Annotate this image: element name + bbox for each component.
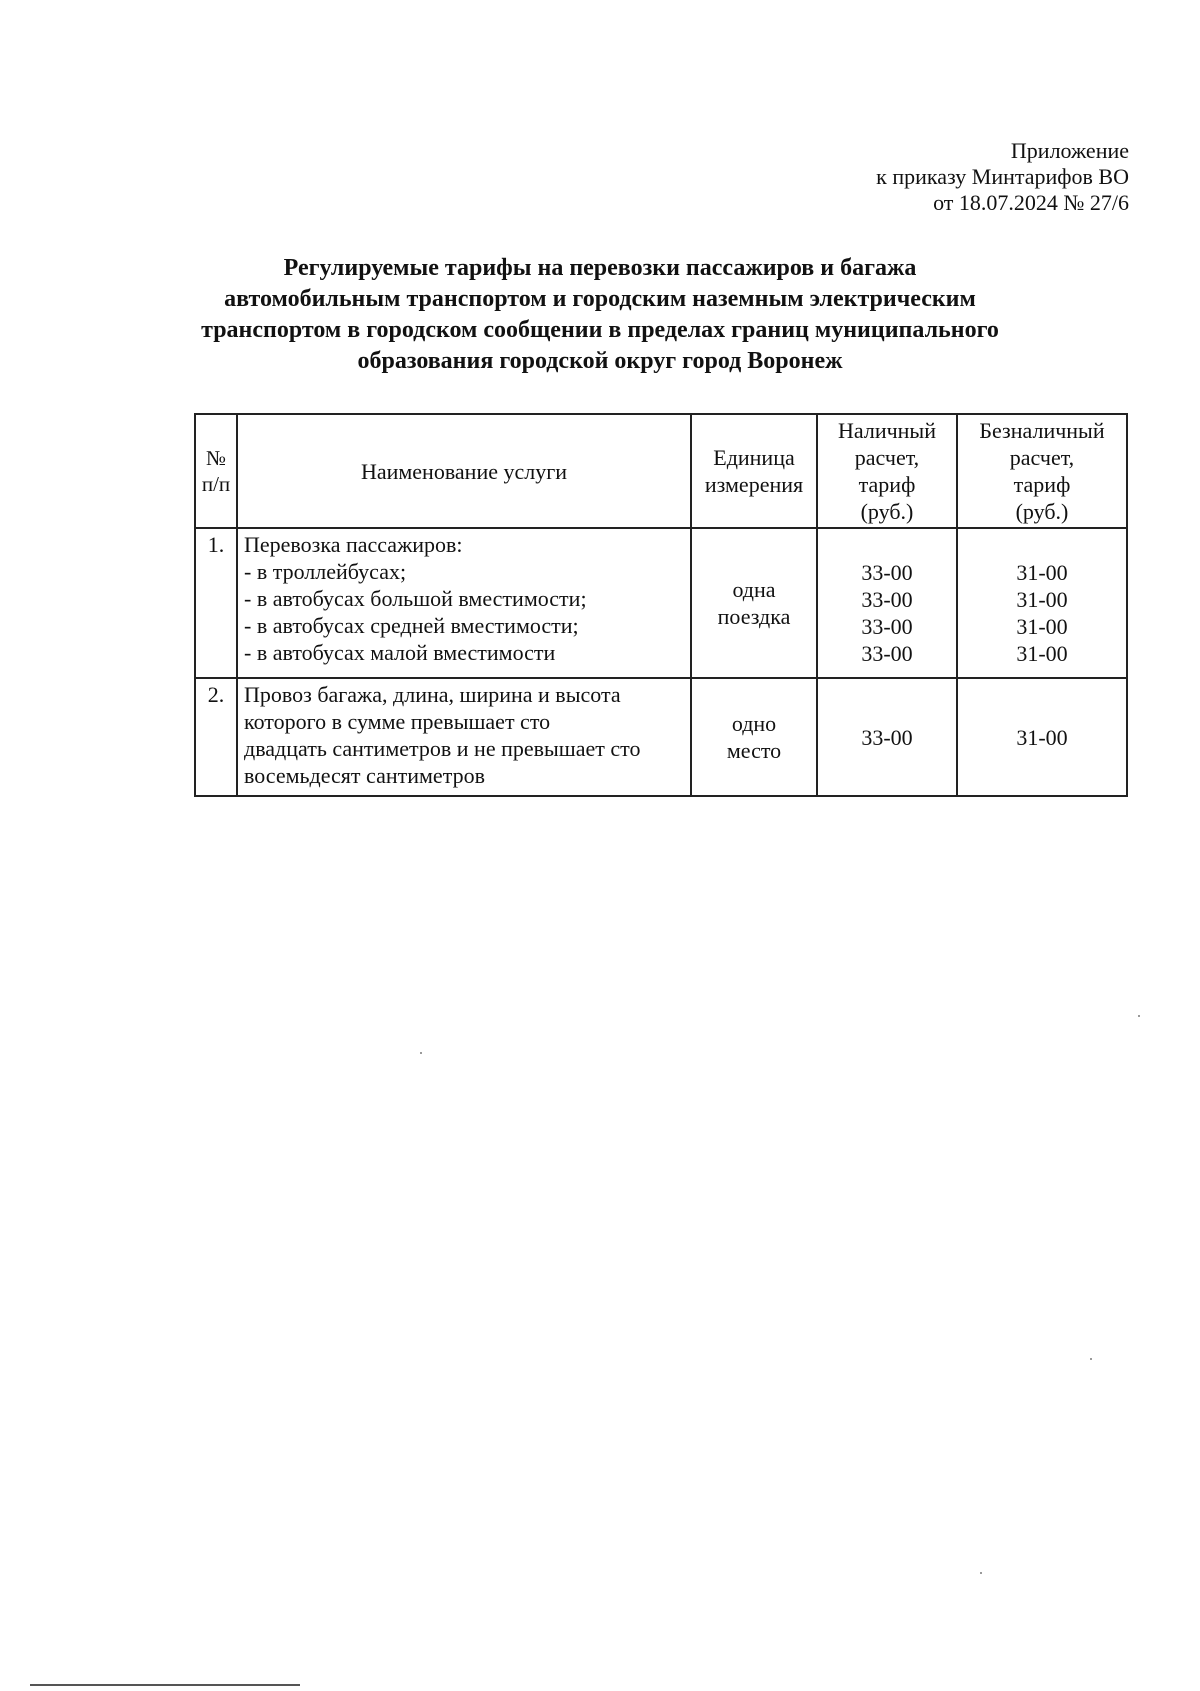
header-cash-tariff: Наличный расчет, тариф (руб.) (817, 414, 957, 528)
unit-of-measure: одна поездка (691, 528, 817, 678)
row-number: 1. (195, 528, 237, 678)
service-name: Перевозка пассажиров: - в троллейбусах; - в автобусах большой вместимости; - в автобусах средней вместимости; - в автобусах малой вместимости (237, 528, 691, 678)
row-number: 2. (195, 678, 237, 796)
appendix-order-date: от 18.07.2024 № 27/6 (933, 190, 1129, 215)
scan-speck (1090, 1358, 1092, 1360)
scan-speck (1138, 1015, 1140, 1017)
table-header-row (195, 414, 1127, 528)
table-row (195, 678, 1127, 796)
cash-tariff-values: 33-00 33-00 33-00 33-00 (817, 528, 957, 678)
tariffs-table (194, 413, 1128, 797)
header-cashless-tariff: Безналичный расчет, тариф (руб.) (957, 414, 1127, 528)
header-unit: Единица измерения (691, 414, 817, 528)
cashless-tariff-value: 31-00 (957, 678, 1127, 796)
document-title (150, 253, 1050, 377)
table-row (195, 528, 1127, 678)
cashless-tariff-values: 31-00 31-00 31-00 31-00 (957, 528, 1127, 678)
scan-edge-line (30, 1684, 300, 1686)
unit-of-measure: одно место (691, 678, 817, 796)
title-line: Регулируемые тарифы на перевозки пассажиров и багажа (283, 255, 917, 281)
appendix-order-ref: к приказу Минтарифов ВО (876, 164, 1129, 189)
header-service-name: Наименование услуги (237, 414, 691, 528)
header-num: № п/п (195, 414, 237, 528)
title-line: транспортом в городском сообщении в пределах границ муниципального (201, 317, 999, 343)
cash-tariff-value: 33-00 (817, 678, 957, 796)
service-name: Провоз багажа, длина, ширина и высота которого в сумме превышает сто двадцать сантиметров и не превышает сто восемьдесят сантиметров (237, 678, 691, 796)
title-line: образования городской округ город Воронеж (357, 348, 843, 374)
title-line: автомобильным транспортом и городским наземным электрическим (224, 286, 976, 312)
appendix-label: Приложение (1010, 138, 1129, 163)
scan-speck (980, 1572, 982, 1574)
scan-speck (420, 1052, 422, 1054)
appendix-header (876, 138, 1129, 216)
